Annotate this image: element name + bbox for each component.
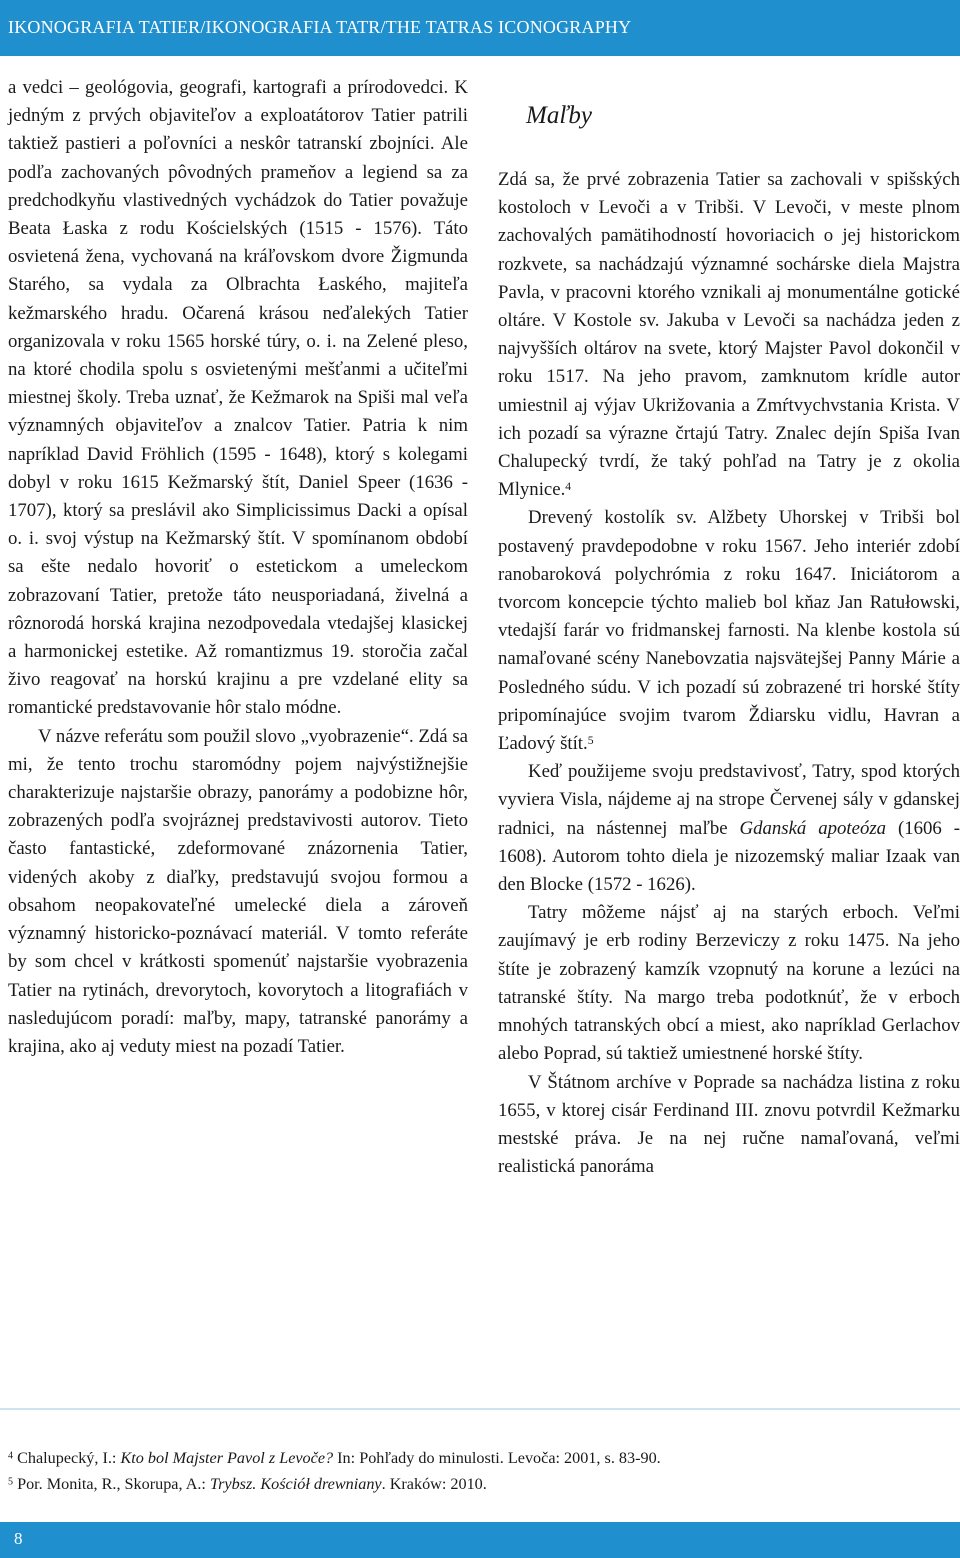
footnote-ref-4: 4 <box>565 480 572 493</box>
footnote-number: 5 <box>8 1476 14 1488</box>
footnotes <box>8 1445 948 1497</box>
footnote-title: Trybsz. Kościół drewniany <box>209 1475 382 1493</box>
footnote-ref-5: 5 <box>587 733 594 747</box>
artwork-title: Gdanská apoteóza <box>739 817 887 839</box>
footnote-4 <box>8 1445 948 1471</box>
page-number: 8 <box>14 1529 23 1548</box>
right-paragraph-2 <box>498 504 960 758</box>
right-paragraph-3-text-b: (1606 - 1608). Autorom tohto diela je nizozemský maliar Izaak van den Blocke (1572 - 1626). <box>498 817 960 896</box>
footnote-text: Chalupecký, I.: <box>13 1449 121 1467</box>
footnote-text: In: Pohľady do minulosti. Levoča: 2001, s. 83-90. <box>333 1449 661 1467</box>
footnote-text: Por. Monita, R., Skorupa, A.: <box>13 1475 210 1493</box>
right-paragraph-2-text: Drevený kostolík sv. Alžbety Uhorskej v Tribši bol postavený pravdepodobne v roku 1567. Jeho interiér zdobí ranobaroková polychrómia z roku 1647. Iniciátorom a tvorcom koncepcie týchto malieb bol kňaz Jan Ratułowski, vtedajší farár vo fridmanskej farnosti. Na klenbe kostola sú namaľované scény Nanebovzatia najsvätejšej Panny Márie a Posledného súdu. V ich pozadí sú zobrazené tri horské štíty pripomínajúce svojim tvarom Ždiarsku vidlu, Havran a Ľadový štít. <box>498 507 960 755</box>
right-paragraph-3 <box>498 758 960 899</box>
right-column <box>498 100 960 1181</box>
section-heading-malby: Maľby <box>526 102 593 129</box>
header-bar <box>0 0 960 56</box>
footnote-title: Kto bol Majster Pavol z Levoče? <box>120 1449 334 1467</box>
right-paragraph-3-text-a: Keď použijeme svoju predstavivosť, Tatry, spod ktorých vyviera Visla, nájdeme aj na strope Červenej sály v gdanskej radnici, na nástennej maľbe <box>498 761 960 839</box>
footnote-text: . Kraków: 2010. <box>381 1475 487 1493</box>
left-column <box>8 74 468 1061</box>
footnote-number: 4 <box>8 1450 14 1462</box>
right-paragraph-5: V Štátnom archíve v Poprade sa nachádza listina z roku 1655, v ktorej cisár Ferdinand III. znovu potvrdil Kežmarku mestské práva. Je na nej ručne namaľovaná, veľmi realistická panoráma <box>498 1071 960 1178</box>
footnote-divider <box>0 1408 960 1410</box>
right-paragraph-1 <box>498 166 960 504</box>
right-paragraph-1-text: Zdá sa, že prvé zobrazenia Tatier sa zachovali v spišských kostoloch v Levoči a v Tribši. V Levoči, v meste plnom zachovalých pamätihodností hovoriacich o jej historickom rozkvete, sa nachádzajú významné sochárske diela Majstra Pavla, v pracovni ktorého vznikali aj monumentálne gotické oltáre. V Kostole sv. Jakuba v Levoči sa nachádza jeden z najvyšších oltárov na svete, ktorý Majster Pavol dokončil v roku 1517. Na jeho pravom, zamknutom krídle autor umiestnil aj výjav Ukrižovania a Zmŕtvychvstania Krista. V ich pozadí sa výrazne črtajú Tatry. Znalec dejín Spiša Ivan Chalupecký tvrdí, že taký pohľad na Tatry je z okolia Mlynice. <box>498 169 960 501</box>
left-paragraph-2: V názve referátu som použil slovo „vyobrazenie“. Zdá sa mi, že tento trochu staromódny pojem najvýstižnejšie charakterizuje najstaršie obrazy, panorámy a podobizne hôr, zobrazených podľa svojráznej predstavivosti autorov. Tieto často fantastické, zdeformované znázornenia Tatier, videných akoby z diaľky, predstavujú svojou formou a obsahom neopakovateľné umelecké diela a zároveň významný historicko-poznávací materiál. V tomto referáte by som chcel v krátkosti spomenúť najstaršie vyobrazenia Tatier na rytinách, drevorytoch, kovorytoch a litografiách v nasledujúcom poradí: maľby, mapy, tatranské panorámy a krajina, ako aj veduty miest na pozadí Tatier. <box>8 725 468 1057</box>
running-header-title: IKONOGRAFIA TATIER/IKONOGRAFIA TATR/THE TATRAS ICONOGRAPHY <box>8 17 632 37</box>
right-paragraph-4: Tatry môžeme nájsť aj na starých erboch. Veľmi zaujímavý je erb rodiny Berzeviczy z roku 1475. Na jeho štíte je zobrazený kamzík vzopnutý na korune a lezúci na tatranské štíty. Na margo treba podotknúť, že v erboch mnohých tatranských obcí a miest, ako napríklad Gerlachov alebo Poprad, sú taktiež umiestnené horské štíty. <box>498 902 960 1065</box>
left-paragraph-1: a vedci – geológovia, geografi, kartografi a prírodovedci. K jedným z prvých objaviteľov a exploatátorov Tatier patrili taktiež pastieri a poľovníci a neskôr tatranskí zbojníci. Ale podľa zachovaných pôvodných prameňov a legiend sa za predchodkyňu vlastivedných vychádzok do Tatier považuje Beata Łaska z rodu Kościelských (1515 - 1576). Táto osvietená žena, vychovaná na kráľovskom dvore Žigmunda Starého, sa vydala za Olbrachta Łaského, majiteľa kežmarského hradu. Očarená krásou neďalekých Tatier organizovala v roku 1565 horské túry, o. i. na Zelené pleso, na ktoré chodila spolu s osvietenými mešťanmi a učiteľmi miestnej školy. Treba uznať, že Kežmarok na Spiši mal veľa významných objaviteľov a znalcov Tatier. Patria k nim napríklad David Fröhlich (1595 - 1648), ktorý s kolegami dobyl v roku 1615 Kežmarský štít, Daniel Speer (1636 - 1707), ktorý sa preslávil ako Simplicissimus Dacki a opísal o. i. svoj výstup na Kežmarský štít. V spomínanom období sa ešte nedalo hovoriť o estetickom a umeleckom zobrazovaní Tatier, pretože táto neusporiadaná, živelná a rôznorodá horská krajina nezodpovedala vtedajšej klasickej a harmonickej estetike. Až romantizmus 19. storočia začal živo reagovať na horskú krajinu a pre vzdelané elity sa romantické predstavovanie hôr stalo módne. <box>8 77 468 719</box>
footer-bar <box>0 1522 960 1558</box>
footnote-5 <box>8 1471 948 1497</box>
